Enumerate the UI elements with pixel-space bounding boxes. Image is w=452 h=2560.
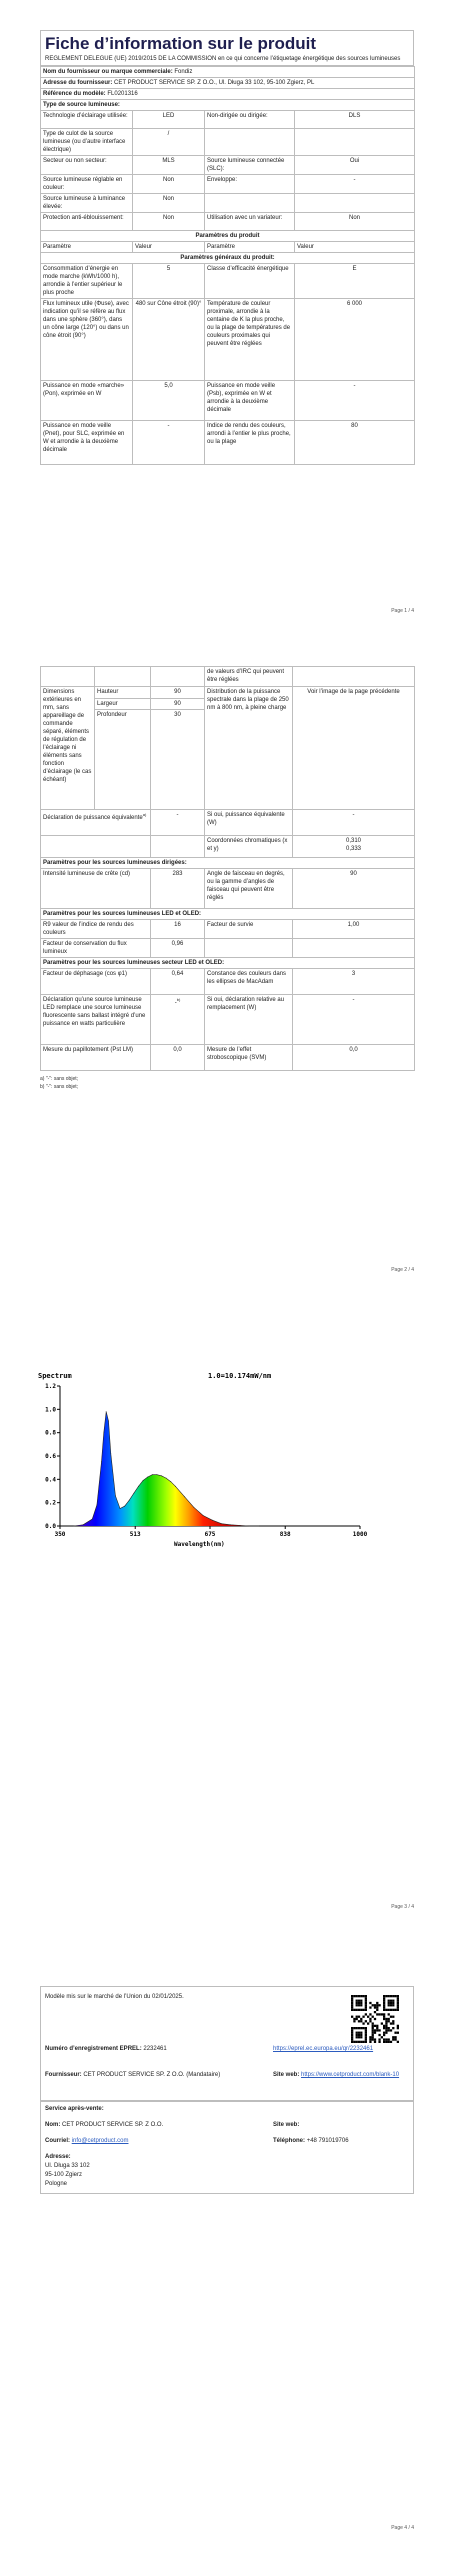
model-row <box>41 89 415 100</box>
model-label: Référence du modèle: <box>43 91 106 97</box>
data-point <box>110 1453 111 1454</box>
spectrum-area <box>74 1412 259 1526</box>
table-row: de valeurs d’IRC qui peuvent être réglées <box>41 667 415 687</box>
supplier-row <box>41 67 415 78</box>
data-point <box>184 1496 185 1497</box>
x-tick-label: 838 <box>279 1531 291 1538</box>
plot-area <box>45 1383 367 1538</box>
y-tick-label: 1.2 <box>45 1383 56 1390</box>
y-tick-label: 0.8 <box>45 1429 56 1437</box>
source-type-row: Type de source lumineuse: <box>41 100 415 111</box>
product-table-part2 <box>40 666 415 1071</box>
table-row: Intensité lumineuse de crête (cd) 283 Angle de faisceau en degrés, ou la gamme d’angles de faisceau qui peuvent être réglés 90 <box>41 869 415 909</box>
supplier-label: Nom du fournisseur ou marque commerciale: <box>43 69 173 75</box>
page-number: Page 3 / 4 <box>391 1904 414 1910</box>
table-row: Puissance en mode veille (Pnet), pour SLC, exprimée en W et arrondie à la deuxième décimale - Indice de rendu des couleurs, arrondi à l’entier le plus proche, ou la plage 80 <box>41 421 415 465</box>
address-value: CET PRODUCT SERVICE SP. Z O.O., Ul. Długa 33 102, 95-100 Zgierz, PL <box>114 80 315 86</box>
qr-code-icon <box>351 1995 399 2043</box>
name-value: CET PRODUCT SERVICE SP. Z O.O. <box>62 2122 164 2128</box>
table-row: Source lumineuse à luminance élevée: Non <box>41 194 415 213</box>
data-point <box>108 1421 109 1422</box>
data-point <box>161 1475 162 1476</box>
email-link[interactable]: info@cetproduct.com <box>71 2138 129 2144</box>
y-tick-label: 0.2 <box>45 1499 56 1507</box>
page-number: Page 1 / 4 <box>391 608 414 614</box>
data-point <box>101 1461 102 1462</box>
x-axis-label: Wavelength(nm) <box>174 1541 225 1548</box>
market-date: Modèle mis sur le marché de l’Union du 02/01/2025. <box>45 1994 184 2000</box>
address-row <box>41 78 415 89</box>
chart-title: Spectrum <box>38 1372 72 1380</box>
table-row: Puissance en mode «marche» (Pon), exprimée en W 5,0 Puissance en mode veille (Psb), exprimée en W et arrondie à la deuxième décimale - <box>41 381 415 421</box>
data-point <box>147 1477 148 1478</box>
eprel-label: Numéro d’enregistrement EPREL: <box>45 2046 142 2052</box>
eprel-link[interactable]: https://eprel.ec.europa.eu/qr/2232461 <box>273 2046 374 2052</box>
supplier-value: Fondiz <box>174 69 193 75</box>
model-value: FL0201316 <box>107 91 138 97</box>
supplier-label: Fournisseur: <box>45 2072 82 2078</box>
x-tick-label: 1000 <box>352 1531 368 1538</box>
dirige-title-row: Paramètres pour les sources lumineuses dirigées: <box>41 858 415 869</box>
service-title: Service après-vente: <box>45 2106 104 2112</box>
table-row: Coordonnées chromatiques (x et y) 0,310 0,333 <box>41 836 415 858</box>
data-point <box>240 1525 241 1526</box>
y-tick-label: 0.0 <box>45 1523 56 1530</box>
phone-label: Téléphone: <box>273 2138 306 2144</box>
supplier-value: CET PRODUCT SERVICE SP. Z O.O. (Mandataire) <box>83 2072 221 2078</box>
data-point <box>120 1508 121 1509</box>
data-point <box>103 1432 104 1433</box>
data-point <box>83 1524 84 1525</box>
x-tick-label: 675 <box>204 1531 216 1538</box>
address-label: Adresse: <box>45 2154 71 2160</box>
address-line: Ul. Długa 33 102 <box>45 2163 90 2169</box>
data-point <box>212 1520 213 1521</box>
data-point <box>143 1480 144 1481</box>
eprel-value: 2232461 <box>143 2046 167 2052</box>
table-row: Source lumineuse réglable en couleur: Non Enveloppe: - <box>41 175 415 194</box>
data-point <box>203 1515 204 1516</box>
table-row: Facteur de déphasage (cos φ1) 0,64 Constance des couleurs dans les ellipses de MacAdam 3 <box>41 969 415 995</box>
market-box <box>40 1986 414 2102</box>
data-point <box>129 1500 130 1501</box>
data-point <box>97 1505 98 1506</box>
data-point <box>133 1493 134 1494</box>
data-point <box>230 1524 231 1525</box>
data-point <box>124 1506 125 1507</box>
page-4 <box>0 1960 452 2560</box>
data-point <box>221 1523 222 1524</box>
name-label: Nom: <box>45 2122 61 2128</box>
y-tick-label: 0.4 <box>45 1476 56 1484</box>
website-label: Site web: <box>273 2072 300 2078</box>
after-sales-box <box>40 2100 414 2194</box>
table-row: Mesure du papillotement (Pst LM) 0,0 Mesure de l’effet stroboscopique (SVM) 0,0 <box>41 1045 415 1071</box>
data-point <box>73 1526 74 1527</box>
general-title-row: Paramètres généraux du produit: <box>41 253 415 264</box>
footnote-b: b) "-": sans objet; <box>40 1084 79 1090</box>
chart-annotation: 1.0=10.174mW/nm <box>208 1372 272 1380</box>
data-point <box>166 1478 167 1479</box>
site-label: Site web: <box>273 2122 300 2128</box>
data-point <box>106 1411 107 1412</box>
phone-value: +48 791019706 <box>306 2138 349 2144</box>
page-1 <box>0 0 452 640</box>
website-link[interactable]: https://www.cetproduct.com/blank-10 <box>301 2072 400 2078</box>
document-title: Fiche d’information sur le produit <box>45 34 317 53</box>
data-point <box>175 1486 176 1487</box>
table-row: Profondeur 30 <box>41 710 415 810</box>
led-title-row: Paramètres pour les sources lumineuses LED et OLED: <box>41 909 415 920</box>
page-number: Page 2 / 4 <box>391 1267 414 1273</box>
y-tick-label: 0.6 <box>45 1453 56 1460</box>
table-row: Dimensions extérieures en mm, sans appareillage de commande séparé, éléments de régulation de l’éclairage ni éléments sans fonction d’éclairage (le cas échéant) Hauteur 90 Distribution de la puissance spectrale dans la plage de 250 nm à 800 nm, à pleine charge Voir l’image de la page précédente <box>41 687 415 699</box>
data-point <box>249 1526 250 1527</box>
page-2 <box>0 660 452 1300</box>
table-row: R9 valeur de l’indice de rendu des couleurs 16 Facteur de survie 1,00 <box>41 920 415 939</box>
product-table-part1 <box>40 66 415 465</box>
table-row: Largeur 90 <box>41 698 415 710</box>
table-row: Type de culot de la source lumineuse (ou d’autre interface électrique) / <box>41 129 415 156</box>
data-point <box>138 1486 139 1487</box>
data-point <box>152 1474 153 1475</box>
x-tick-label: 513 <box>129 1531 141 1538</box>
table-row: Secteur ou non secteur: MLS Source lumineuse connectée (SLC): Oui <box>41 156 415 175</box>
data-point <box>170 1481 171 1482</box>
data-point <box>193 1507 194 1508</box>
page-3 <box>0 1320 452 1940</box>
email-label: Courriel: <box>45 2138 71 2144</box>
data-point <box>258 1526 259 1527</box>
table-row: Consommation d’énergie en mode marche (kWh/1000 h), arrondie à l’entier supérieur le plus proche 5 Classe d’efficacité énergétique E <box>41 264 415 299</box>
address-line: 95-100 Zgierz <box>45 2172 83 2178</box>
page-number: Page 4 / 4 <box>391 2525 414 2531</box>
data-point <box>157 1474 158 1475</box>
footnote-a: a) "-": sans objet; <box>40 1076 79 1082</box>
table-row: Flux lumineux utile (Φuse), avec indication qu’il se réfère au flux dans une sphère (360°), dans un cône large (120°) ou dans un cône étroit (90°) 480 sur Cône étroit (90)° Température de couleur proximale, arrondie à la centaine de K la plus proche, ou la plage de températures de couleurs proximales qui peuvent être réglées 6 000 <box>41 299 415 381</box>
title-block <box>40 30 414 66</box>
regulation-subtitle: REGLEMENT DELEGUE (UE) 2019/2015 DE LA COMMISSION en ce qui concerne l’étiquetage énergétique des sources lumineuses <box>45 56 401 62</box>
params-title-row: Paramètres du produit <box>41 231 415 242</box>
params-header-row: Paramètre Valeur Paramètre Valeur <box>41 242 415 253</box>
data-point <box>115 1495 116 1496</box>
table-row: Protection anti-éblouissement: Non Utilisation avec un variateur: Non <box>41 213 415 231</box>
data-point <box>92 1519 93 1520</box>
address-line: Pologne <box>45 2181 68 2187</box>
secteur-title-row: Paramètres pour les sources lumineuses secteur LED et OLED: <box>41 958 415 969</box>
table-row: Technologie d’éclairage utilisée: LED Non-dirigée ou dirigée: DLS <box>41 111 415 129</box>
address-label: Adresse du fournisseur: <box>43 80 113 86</box>
x-tick-label: 350 <box>54 1531 66 1538</box>
spectrum-chart <box>38 1370 378 1550</box>
table-row: Déclaration de puissance équivalente$^{a)}$ - Si oui, puissance équivalente (W) - <box>41 810 415 836</box>
table-row: Facteur de conservation du flux lumineux 0,96 <box>41 939 415 958</box>
y-tick-label: 1.0 <box>45 1406 56 1414</box>
table-row: Déclaration qu’une source lumineuse LED remplace une source lumineuse fluorescente sans ballast intégré d’une puissance en watts particulière -$^{b)}$ Si oui, déclaration relative au remplacement (W) - <box>41 995 415 1045</box>
